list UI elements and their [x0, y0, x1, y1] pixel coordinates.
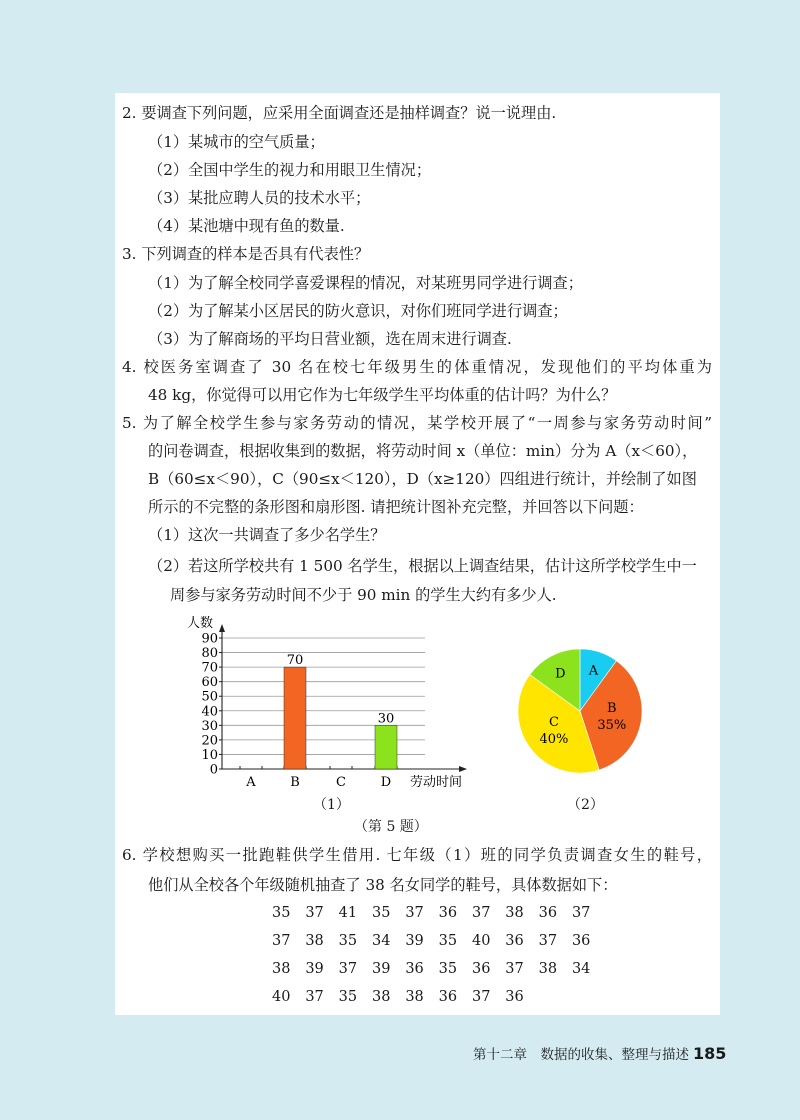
q3-item-1: （1）为了解全校同学喜爱课程的情况，对某班男同学进行调查；: [148, 274, 583, 292]
y-tick-label: 40: [201, 704, 218, 720]
bar-chart: [187, 615, 467, 790]
y-axis-label: 人数: [187, 616, 214, 631]
page-number: 185: [693, 1044, 727, 1063]
chapter-title: 第十二章 数据的收集、整理与描述: [473, 1047, 689, 1063]
y-tick-label: 60: [201, 675, 218, 691]
shoe-size: 36: [538, 905, 558, 921]
shoe-size-row-3: [272, 959, 602, 979]
pie-slice-label: A: [588, 663, 599, 679]
y-tick-label: 30: [201, 718, 218, 734]
shoe-size: 35: [438, 961, 458, 977]
shoe-size: 36: [471, 961, 491, 977]
q5-line-4: 所示的不完整的条形图和扇形图. 请把统计图补充完整，并回答以下问题：: [148, 498, 644, 516]
shoe-size: 34: [371, 933, 391, 949]
shoe-size: 40: [471, 933, 491, 949]
q3-item-3: （3）为了解商场的平均日营业额，选在周末进行调查.: [148, 330, 512, 348]
q5-line-3: B（60≤x＜90），C（90≤x＜120），D（x≥120）四组进行统计，并绘制了如图: [148, 470, 697, 488]
shoe-size: 37: [471, 905, 491, 921]
q5-line-2: 的问卷调查，根据收集到的数据，将劳动时间 x（单位：min）分为 A（x＜60），: [148, 442, 698, 460]
y-tick-label: 70: [201, 660, 218, 676]
y-tick-label: 90: [201, 631, 218, 647]
q4-line-2: 48 kg，你觉得可以用它作为七年级学生平均体重的估计吗？为什么？: [148, 386, 617, 404]
y-tick-label: 50: [201, 689, 218, 705]
shoe-size: 40: [272, 989, 291, 1005]
figure-caption: （第 5 题）: [354, 819, 428, 835]
pie-chart: [518, 649, 642, 773]
shoe-size: 37: [272, 933, 291, 949]
shoe-size: 38: [272, 961, 291, 977]
pie-slice-percent: 35%: [597, 718, 627, 734]
shoe-size-row-2: [272, 931, 602, 951]
shoe-size: 36: [505, 989, 524, 1005]
x-tick-label: C: [336, 775, 346, 790]
bar-chart-caption: （1）: [313, 797, 350, 813]
q3-item-2: （2）为了解某小区居民的防火意识，对你们班同学进行调查；: [148, 302, 568, 320]
q2-item-4: （4）某池塘中现有鱼的数量.: [148, 217, 345, 235]
x-tick-label: D: [380, 775, 392, 790]
shoe-size: 37: [538, 933, 558, 949]
q5-sub-2-line-2: 周参与家务劳动时间不少于 90 min 的学生大约有多少人.: [170, 586, 557, 604]
q2-item-2: （2）全国中学生的视力和用眼卫生情况；: [148, 161, 432, 179]
q3-stem: 3. 下列调查的样本是否具有代表性？: [122, 245, 370, 263]
bar: [284, 667, 306, 769]
pie-slice-label: C: [548, 714, 559, 730]
bar: [375, 725, 397, 769]
shoe-size: 38: [371, 989, 391, 1005]
q2-item-1: （1）某城市的空气质量；: [148, 133, 325, 151]
shoe-size: 41: [338, 905, 358, 921]
pie-slice-label: B: [607, 701, 617, 717]
shoe-size: 37: [305, 905, 324, 921]
page-footer: [473, 1043, 726, 1063]
q5-sub-1: （1）这次一共调查了多少名学生？: [148, 526, 386, 544]
y-tick-label: 80: [201, 646, 218, 662]
q5-line-1: 5. 为了解全校学生参与家务劳动的情况，某学校开展了“一周参与家务劳动时间”: [122, 414, 712, 432]
shoe-size: 37: [305, 989, 324, 1005]
shoe-size: 37: [338, 961, 358, 977]
y-tick-label: 20: [201, 733, 218, 749]
shoe-size: 34: [571, 961, 591, 977]
shoe-size: 39: [305, 961, 324, 977]
shoe-size: 38: [305, 933, 324, 949]
shoe-size: 35: [338, 989, 358, 1005]
shoe-size: 35: [272, 905, 291, 921]
shoe-size: 36: [438, 989, 458, 1005]
shoe-size: 35: [438, 933, 458, 949]
shoe-size: 37: [571, 905, 591, 921]
x-axis-arrow: [459, 766, 467, 772]
shoe-size-row-4: [272, 987, 602, 1007]
y-axis-arrow: [219, 624, 225, 632]
shoe-size: 38: [538, 961, 558, 977]
shoe-size: 35: [338, 933, 358, 949]
shoe-size: 36: [405, 961, 424, 977]
q6-line-1: 6. 学校想购买一批跑鞋供学生借用. 七年级（1）班的同学负责调查女生的鞋号，: [122, 846, 712, 864]
x-tick-label: A: [246, 775, 256, 790]
q5-sub-2-line-1: （2）若这所学校共有 1 500 名学生，根据以上调查结果，估计这所学校学生中一: [148, 557, 697, 575]
pie-slice-percent: 40%: [539, 731, 569, 747]
q4-line-1: 4. 校医务室调查了 30 名在校七年级男生的体重情况，发现他们的平均体重为: [122, 358, 712, 376]
shoe-size: 39: [371, 961, 391, 977]
q2-item-3: （3）某批应聘人员的技术水平；: [148, 189, 371, 207]
bar-data-label: 70: [286, 653, 304, 669]
shoe-size: 36: [505, 933, 524, 949]
pie-slice-label: D: [555, 666, 566, 682]
shoe-size: 38: [405, 989, 424, 1005]
shoe-size: 37: [471, 989, 491, 1005]
bar-data-label: 30: [377, 711, 395, 727]
shoe-size: 38: [505, 905, 524, 921]
x-tick-label: B: [290, 775, 300, 790]
shoe-size: 35: [371, 905, 391, 921]
shoe-size: 37: [405, 905, 424, 921]
q6-line-2: 他们从全校各个年级随机抽查了 38 名女同学的鞋号，具体数据如下：: [148, 876, 618, 894]
shoe-size: 36: [438, 905, 458, 921]
shoe-size: 39: [405, 933, 424, 949]
shoe-size: 37: [505, 961, 524, 977]
pie-chart-caption: （2）: [567, 797, 604, 813]
y-tick-label: 10: [201, 747, 218, 763]
x-axis-label: 劳动时间: [410, 775, 463, 790]
shoe-size-row-1: [272, 903, 602, 923]
y-tick-label: 0: [209, 762, 218, 778]
shoe-size: 36: [571, 933, 591, 949]
q2-stem: 2. 要调查下列问题，应采用全面调查还是抽样调查？说一说理由.: [122, 104, 557, 122]
